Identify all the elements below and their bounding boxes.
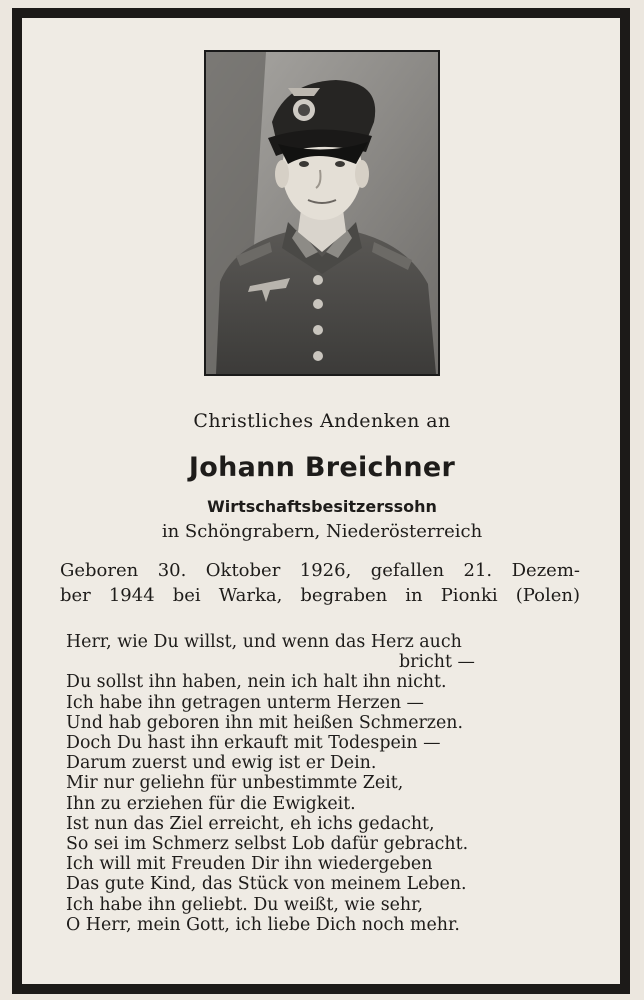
poem-line: Und hab geboren ihn mit heißen Schmerzen.: [66, 712, 463, 733]
poem-line: O Herr, mein Gott, ich liebe Dich noch mehr.: [66, 914, 460, 935]
intro-text: Christliches Andenken an: [193, 410, 451, 432]
poem-line: Ich habe ihn getragen unterm Herzen —: [66, 692, 424, 713]
poem-line: Ihn zu erziehen für die Ewigkeit.: [66, 793, 356, 814]
dates-line-1: Geboren 30. Oktober 1926, gefallen 21. Dezem-: [60, 560, 580, 581]
memorial-poem: [66, 632, 576, 935]
poem-line: Darum zuerst und ewig ist er Dein.: [66, 753, 377, 774]
poem-line: So sei im Schmerz selbst Lob dafür gebracht.: [66, 834, 469, 855]
soldier-portrait-image: [206, 52, 438, 374]
dates-line-2: ber 1944 bei Warka, begraben in Pionki (Polen): [60, 585, 580, 606]
poem-line: Du sollst ihn haben, nein ich halt ihn nicht.: [66, 672, 447, 693]
poem-line: Ich habe ihn geliebt. Du weißt, wie sehr,: [66, 894, 424, 915]
poem-line: Doch Du hast ihn erkauft mit Todespein —: [66, 733, 441, 754]
portrait-photo: [204, 50, 440, 376]
poem-line: bricht —: [399, 652, 475, 673]
poem-line: Ich will mit Freuden Dir ihn wiedergeben: [66, 854, 433, 875]
location-text: in Schöngrabern, Niederösterreich: [161, 521, 483, 542]
deceased-name: Johann Breichner: [188, 452, 456, 483]
poem-line: Das gute Kind, das Stück von meinem Leben.: [66, 874, 467, 895]
occupation-text: Wirtschaftsbesitzerssohn: [207, 497, 437, 516]
poem-line: Mir nur geliehn für unbestimmte Zeit,: [66, 773, 404, 794]
poem-line: Herr, wie Du willst, und wenn das Herz auch: [66, 632, 462, 652]
poem-line: Ist nun das Ziel erreicht, eh ichs gedacht,: [66, 813, 435, 834]
